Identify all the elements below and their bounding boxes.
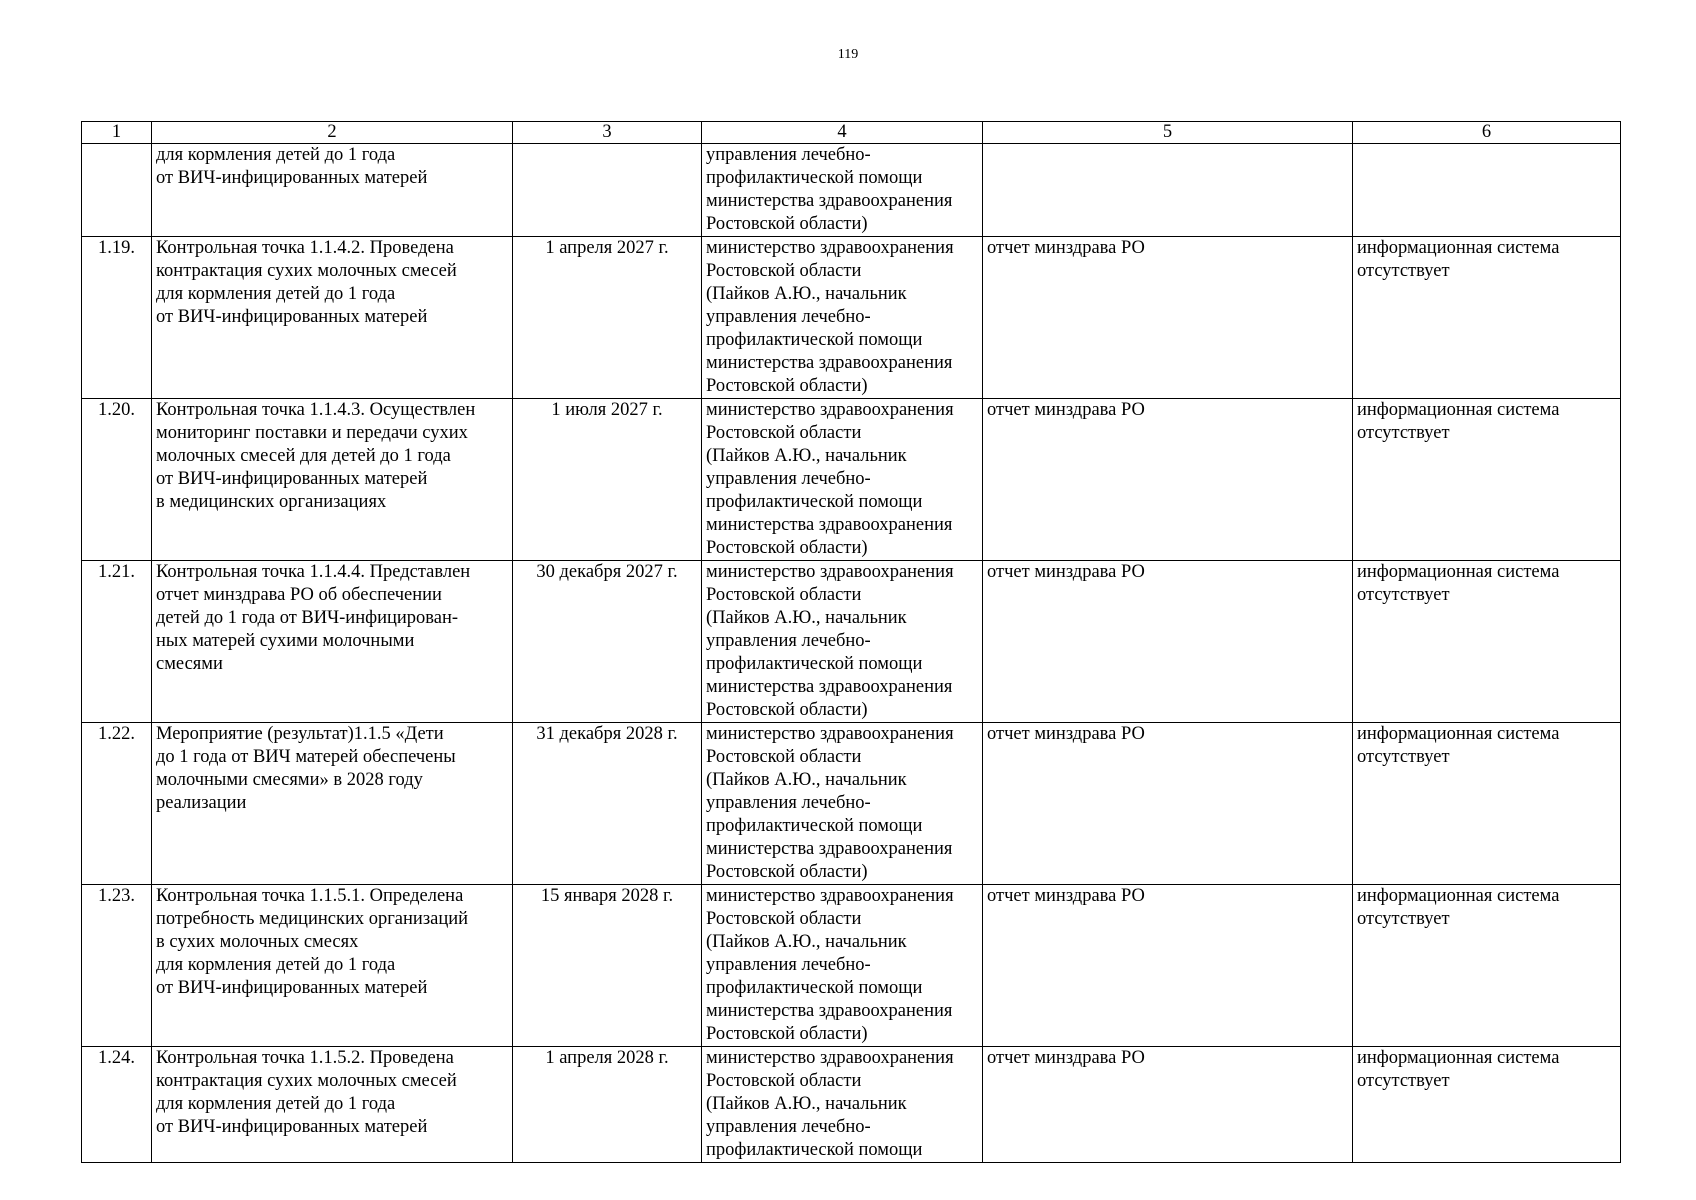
column-header: 1 <box>82 122 152 144</box>
cell-text-line: информационная система <box>1357 562 1560 582</box>
cell-text-line: Ростовской области <box>706 261 862 281</box>
cell-text-line: Контрольная точка 1.1.5.2. Проведена <box>156 1048 454 1068</box>
cell-text-line: управления лечебно- <box>706 145 871 165</box>
row-number-cell <box>82 144 152 237</box>
deadline-cell: 1 апреля 2028 г. <box>513 1047 702 1163</box>
document-type-cell: отчет минздрава РО <box>983 561 1353 723</box>
column-header: 3 <box>513 122 702 144</box>
cell-text-line: Контрольная точка 1.1.4.2. Проведена <box>156 238 454 258</box>
cell-text-line: реализации <box>156 793 247 813</box>
cell-text-line: Ростовской области <box>706 423 862 443</box>
cell-text-line: от ВИЧ-инфицированных матерей <box>156 307 428 327</box>
cell-text-line: Ростовской области) <box>706 700 868 720</box>
cell-text-line: в медицинских организациях <box>156 492 387 512</box>
cell-text-line: Контрольная точка 1.1.4.3. Осуществлен <box>156 400 476 420</box>
table-row <box>82 399 1621 561</box>
information-system-cell <box>1353 144 1621 237</box>
cell-text-line: управления лечебно- <box>706 1117 871 1137</box>
cell-text-line: Ростовской области <box>706 747 862 767</box>
cell-text-line: (Пайков А.Ю., начальник <box>706 1094 907 1114</box>
responsible-cell <box>702 399 983 561</box>
column-header: 5 <box>983 122 1353 144</box>
cell-text-line: министерства здравоохранения <box>706 191 953 211</box>
cell-text-line: для кормления детей до 1 года <box>156 1094 396 1114</box>
table-row <box>82 723 1621 885</box>
cell-text-line: министерство здравоохранения <box>706 400 954 420</box>
row-number-cell: 1.19. <box>82 237 152 399</box>
document-type-cell <box>983 144 1353 237</box>
event-name-cell <box>152 399 513 561</box>
document-type-cell: отчет минздрава РО <box>983 1047 1353 1163</box>
cell-text-line: (Пайков А.Ю., начальник <box>706 608 907 628</box>
plan-table <box>81 121 1621 1163</box>
cell-text-line: профилактической помощи <box>706 816 923 836</box>
information-system-cell <box>1353 399 1621 561</box>
cell-text-line: профилактической помощи <box>706 330 923 350</box>
cell-text-line: профилактической помощи <box>706 1140 923 1160</box>
cell-text-line: отсутствует <box>1357 1071 1450 1091</box>
cell-text-line: министерства здравоохранения <box>706 839 953 859</box>
cell-text-line: информационная система <box>1357 724 1560 744</box>
cell-text-line: мониторинг поставки и передачи сухих <box>156 423 468 443</box>
cell-text-line: информационная система <box>1357 238 1560 258</box>
deadline-cell: 1 июля 2027 г. <box>513 399 702 561</box>
responsible-cell <box>702 237 983 399</box>
information-system-cell <box>1353 561 1621 723</box>
event-name-cell <box>152 1047 513 1163</box>
cell-text-line: отсутствует <box>1357 423 1450 443</box>
cell-text-line: Ростовской области) <box>706 214 868 234</box>
column-header: 4 <box>702 122 983 144</box>
cell-text-line: (Пайков А.Ю., начальник <box>706 932 907 952</box>
event-name-cell <box>152 885 513 1047</box>
cell-text-line: отсутствует <box>1357 261 1450 281</box>
document-type-cell: отчет минздрава РО <box>983 237 1353 399</box>
cell-text-line: профилактической помощи <box>706 168 923 188</box>
responsible-cell <box>702 885 983 1047</box>
cell-text-line: Ростовской области <box>706 585 862 605</box>
event-name-cell <box>152 237 513 399</box>
deadline-cell: 31 декабря 2028 г. <box>513 723 702 885</box>
cell-text-line: информационная система <box>1357 400 1560 420</box>
responsible-cell <box>702 561 983 723</box>
cell-text-line: Контрольная точка 1.1.4.4. Представлен <box>156 562 471 582</box>
cell-text-line: Ростовской области) <box>706 862 868 882</box>
responsible-cell <box>702 1047 983 1163</box>
table-row <box>82 237 1621 399</box>
cell-text-line: управления лечебно- <box>706 307 871 327</box>
row-number-cell: 1.21. <box>82 561 152 723</box>
cell-text-line: министерство здравоохранения <box>706 724 954 744</box>
cell-text-line: от ВИЧ-инфицированных матерей <box>156 978 428 998</box>
cell-text-line: от ВИЧ-инфицированных матерей <box>156 1117 428 1137</box>
cell-text-line: министерство здравоохранения <box>706 886 954 906</box>
cell-text-line: Контрольная точка 1.1.5.1. Определена <box>156 886 464 906</box>
cell-text-line: министерство здравоохранения <box>706 562 954 582</box>
row-number-cell: 1.23. <box>82 885 152 1047</box>
cell-text-line: в сухих молочных смесях <box>156 932 359 952</box>
cell-text-line: управления лечебно- <box>706 631 871 651</box>
cell-text-line: Ростовской области) <box>706 1024 868 1044</box>
cell-text-line: информационная система <box>1357 1048 1560 1068</box>
cell-text-line: молочных смесей для детей до 1 года <box>156 446 451 466</box>
page-number: 119 <box>837 47 859 62</box>
cell-text-line: контрактация сухих молочных смесей <box>156 1071 457 1091</box>
cell-text-line: профилактической помощи <box>706 492 923 512</box>
responsible-cell <box>702 723 983 885</box>
deadline-cell: 15 января 2028 г. <box>513 885 702 1047</box>
cell-text-line: (Пайков А.Ю., начальник <box>706 446 907 466</box>
cell-text-line: от ВИЧ-инфицированных матерей <box>156 469 428 489</box>
cell-text-line: Мероприятие (результат)1.1.5 «Дети <box>156 724 444 744</box>
cell-text-line: молочными смесями» в 2028 году <box>156 770 423 790</box>
cell-text-line: отсутствует <box>1357 585 1450 605</box>
cell-text-line: профилактической помощи <box>706 654 923 674</box>
column-header: 2 <box>152 122 513 144</box>
cell-text-line: Ростовской области) <box>706 376 868 396</box>
information-system-cell <box>1353 237 1621 399</box>
row-number-cell: 1.24. <box>82 1047 152 1163</box>
document-type-cell: отчет минздрава РО <box>983 885 1353 1047</box>
cell-text-line: Ростовской области <box>706 1071 862 1091</box>
table-row <box>82 885 1621 1047</box>
cell-text-line: министерства здравоохранения <box>706 353 953 373</box>
cell-text-line: от ВИЧ-инфицированных матерей <box>156 168 428 188</box>
information-system-cell <box>1353 885 1621 1047</box>
cell-text-line: министерство здравоохранения <box>706 238 954 258</box>
information-system-cell <box>1353 723 1621 885</box>
responsible-cell <box>702 144 983 237</box>
table-row <box>82 1047 1621 1163</box>
information-system-cell <box>1353 1047 1621 1163</box>
deadline-cell: 1 апреля 2027 г. <box>513 237 702 399</box>
document-type-cell: отчет минздрава РО <box>983 723 1353 885</box>
cell-text-line: информационная система <box>1357 886 1560 906</box>
cell-text-line: министерства здравоохранения <box>706 677 953 697</box>
cell-text-line: (Пайков А.Ю., начальник <box>706 770 907 790</box>
cell-text-line: для кормления детей до 1 года <box>156 145 396 165</box>
cell-text-line: детей до 1 года от ВИЧ-инфицирован- <box>156 608 459 628</box>
header-row <box>82 122 1621 144</box>
deadline-cell <box>513 144 702 237</box>
cell-text-line: профилактической помощи <box>706 978 923 998</box>
row-number-cell: 1.22. <box>82 723 152 885</box>
column-header: 6 <box>1353 122 1621 144</box>
cell-text-line: контрактация сухих молочных смесей <box>156 261 457 281</box>
event-name-cell <box>152 144 513 237</box>
event-name-cell <box>152 723 513 885</box>
cell-text-line: до 1 года от ВИЧ матерей обеспечены <box>156 747 456 767</box>
cell-text-line: управления лечебно- <box>706 955 871 975</box>
cell-text-line: для кормления детей до 1 года <box>156 284 396 304</box>
cell-text-line: управления лечебно- <box>706 469 871 489</box>
cell-text-line: министерства здравоохранения <box>706 1001 953 1021</box>
event-name-cell <box>152 561 513 723</box>
cell-text-line: Ростовской области <box>706 909 862 929</box>
cell-text-line: для кормления детей до 1 года <box>156 955 396 975</box>
row-number-cell: 1.20. <box>82 399 152 561</box>
cell-text-line: отсутствует <box>1357 747 1450 767</box>
cell-text-line: (Пайков А.Ю., начальник <box>706 284 907 304</box>
cell-text-line: управления лечебно- <box>706 793 871 813</box>
cell-text-line: отчет минздрава РО об обеспечении <box>156 585 442 605</box>
cell-text-line: потребность медицинских организаций <box>156 909 469 929</box>
document-type-cell: отчет минздрава РО <box>983 399 1353 561</box>
cell-text-line: Ростовской области) <box>706 538 868 558</box>
cell-text-line: министерство здравоохранения <box>706 1048 954 1068</box>
deadline-cell: 30 декабря 2027 г. <box>513 561 702 723</box>
cell-text-line: ных матерей сухими молочными <box>156 631 415 651</box>
cell-text-line: отсутствует <box>1357 909 1450 929</box>
cell-text-line: министерства здравоохранения <box>706 515 953 535</box>
table-row <box>82 561 1621 723</box>
cell-text-line: смесями <box>156 654 223 674</box>
table-row <box>82 144 1621 237</box>
